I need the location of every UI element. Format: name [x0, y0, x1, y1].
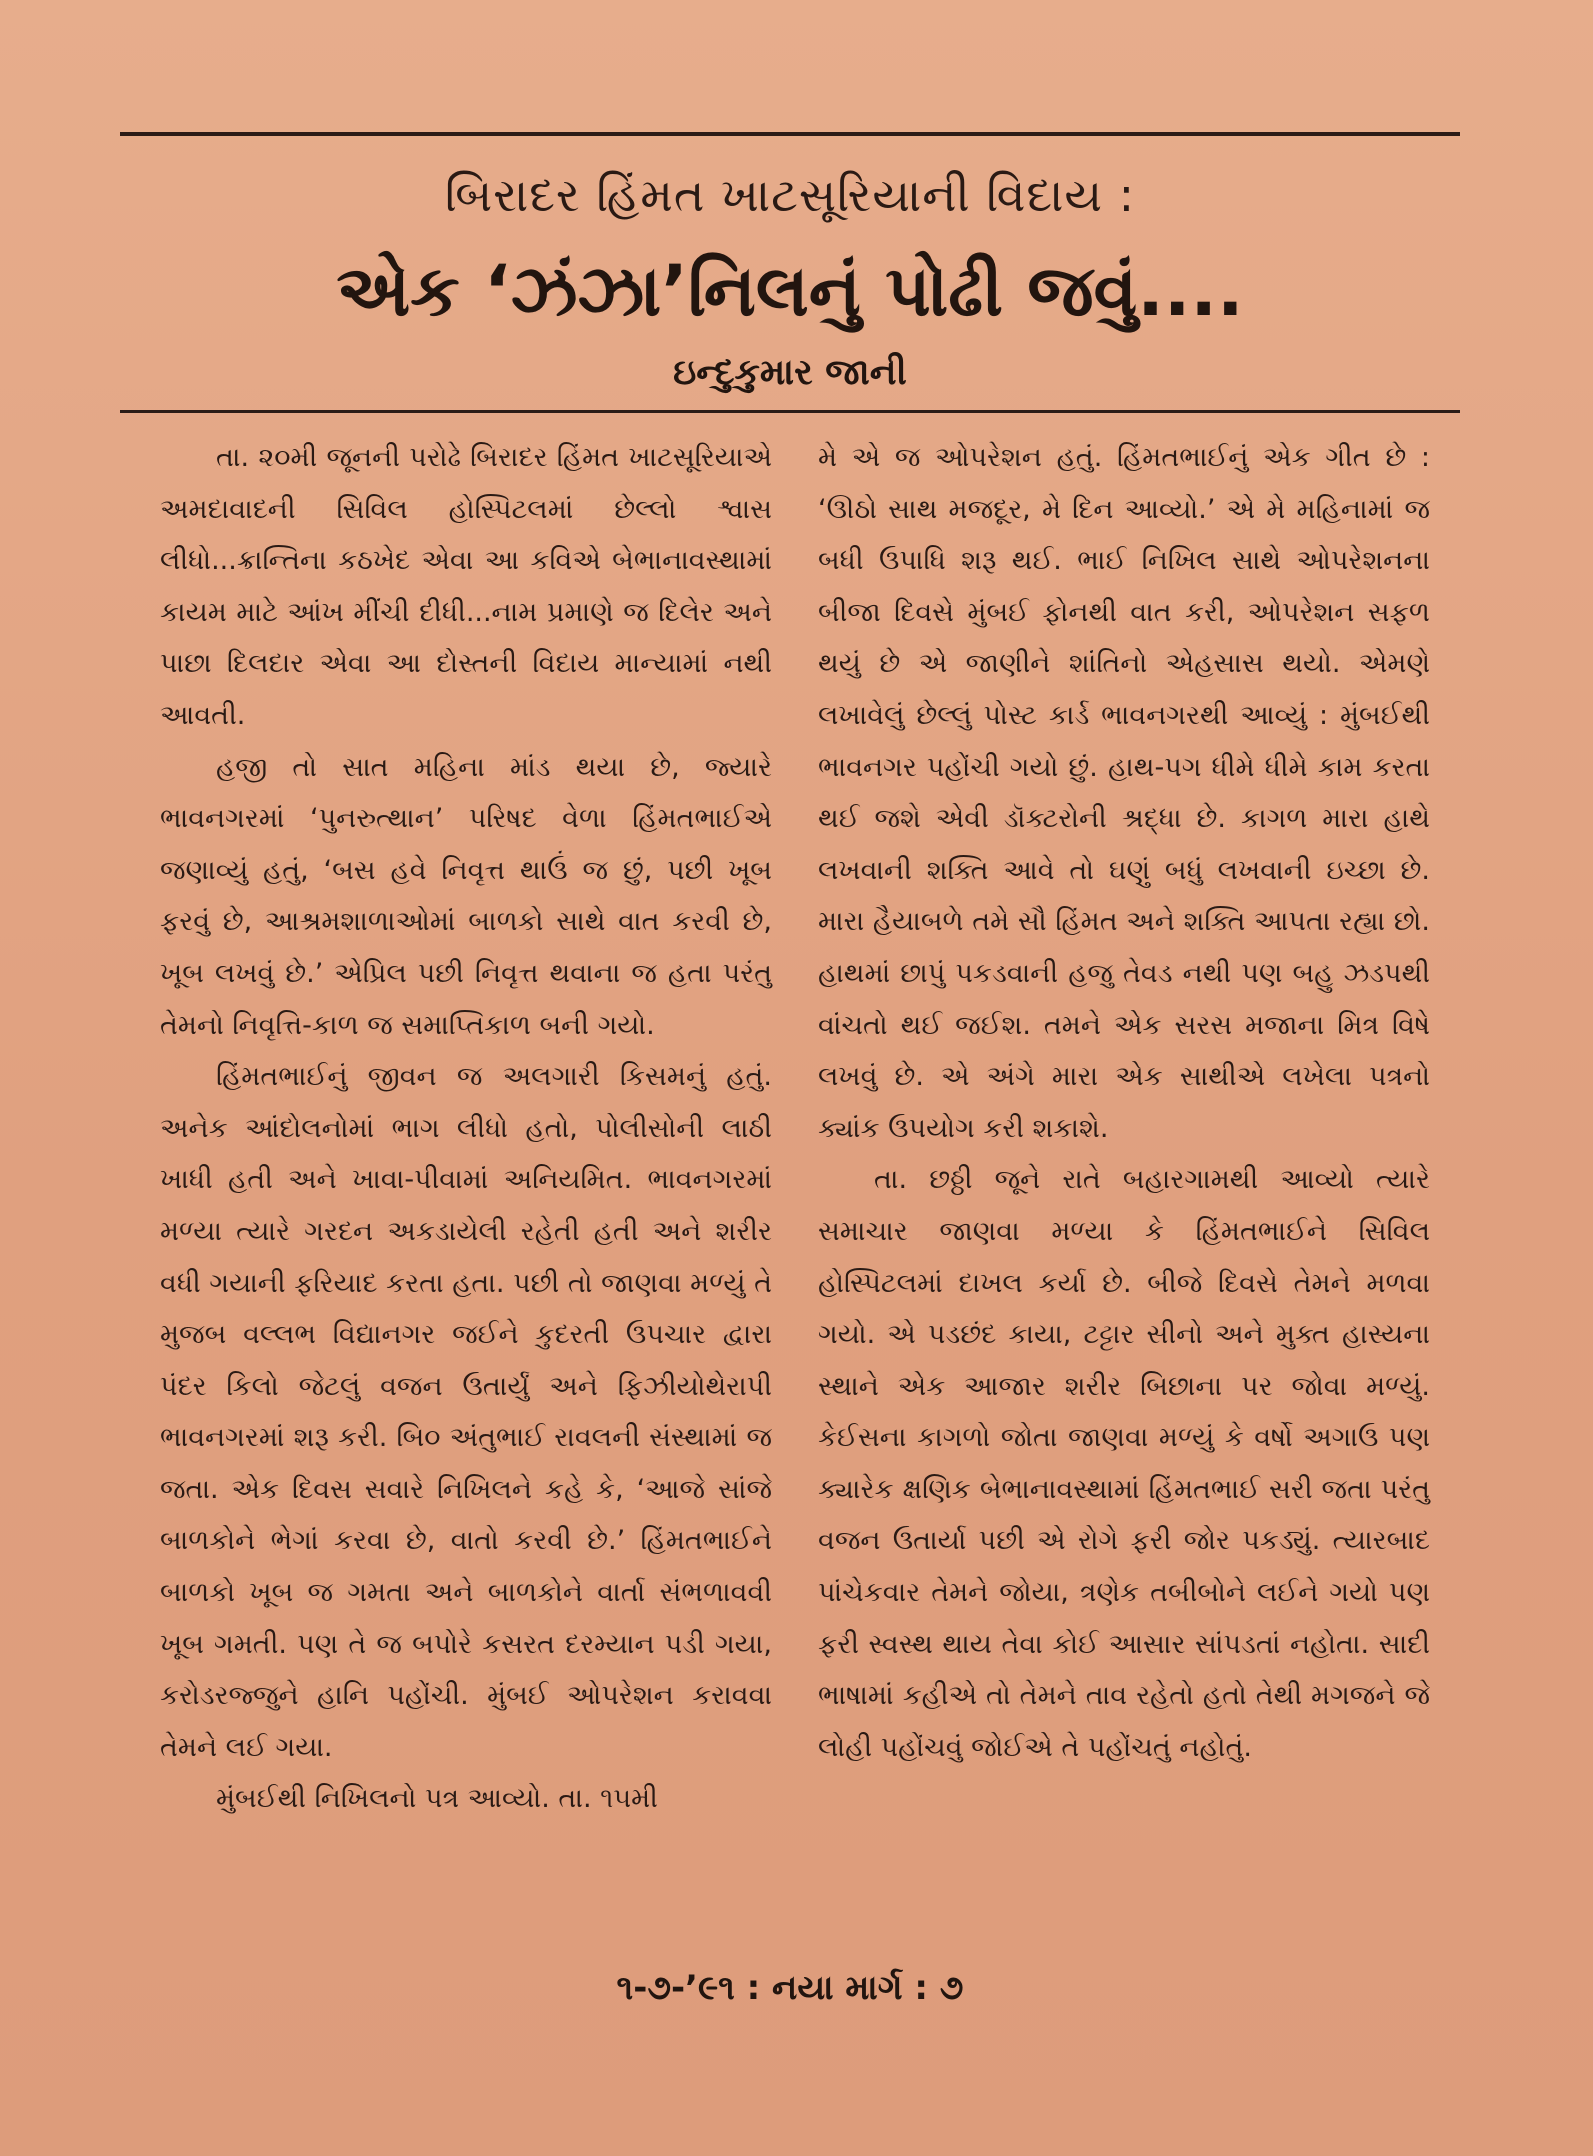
article-main-title: એક ‘ઝંઝા’નિલનું પોઢી જવું.... [336, 250, 1244, 332]
header-bottom-rule [120, 410, 1460, 413]
paragraph: હજી તો સાત મહિના માંડ થયા છે, જ્યારે ભાવનગરમાં ‘પુનરુત્થાન’ પરિષદ વેળા હિંમતભાઈએ જણાવ્યું હતું, ‘બસ હવે નિવૃત્ત થાઉં જ છું, પછી ખૂબ ફરવું છે, આશ્રમશાળાઓમાં બાળકો સાથે વાત કરવી છે, ખૂબ લખવું છે.’ એપ્રિલ પછી નિવૃત્ત થવાના જ હતા પરંતુ તેમનો નિવૃત્તિ-કાળ જ સમાપ્તિકાળ બની ગયો. [160, 751, 772, 1041]
page-footer: ૧-૭-’૯૧ : નયા માર્ગ : ૭ [616, 1968, 964, 2008]
paragraph: તા. છઠ્ઠી જૂને રાતે બહારગામથી આવ્યો ત્યારે સમાચાર જાણવા મળ્યા કે હિંમતભાઈને સિવિલ હોસ્પિટલમાં દાખલ કર્યા છે. બીજે દિવસે તેમને મળવા ગયો. એ પડછંદ કાયા, ટટ્ટાર સીનો અને મુક્ત હાસ્યના સ્થાને એક આજાર શરીર બિછાના પર જોવા મળ્યું. કેઈસના કાગળો જોતા જાણવા મળ્યું કે વર્ષો અગાઉ પણ ક્યારેક ક્ષણિક બેભાનાવસ્થામાં હિંમતભાઈ સરી જતા પરંતુ વજન ઉતાર્યા પછી એ રોગે ફરી જોર પકડ્યું. ત્યારબાદ પાંચેકવાર તેમને જોયા, ત્રણેક તબીબોને લઈને ગયો પણ ફરી સ્વસ્થ થાય તેવા કોઈ આસાર સાંપડતાં નહોતા. સાદી ભાષામાં કહીએ તો તેમને તાવ રહેતો હતો તેથી મગજને જે લોહી પહોંચવું જોઈએ તે પહોંચતું નહોતું. [818, 1164, 1430, 1763]
article-kicker-title: બિરાદર હિંમત ખાટસૂરિયાની વિદાય : [444, 168, 1136, 222]
header-top-rule [120, 132, 1460, 136]
paragraph: મુંબઈથી નિખિલનો પત્ર આવ્યો. તા. ૧૫મી [216, 1783, 658, 1815]
paragraph: મે એ જ ઓપરેશન હતું. હિંમતભાઈનું એક ગીત છે : ‘ઊઠો સાથ મજદૂર, મે દિન આવ્યો.’ એ મે મહિનામાં જ બધી ઉપાધિ શરૂ થઈ. ભાઈ નિખિલ સાથે ઓપરેશનના બીજા દિવસે મુંબઈ ફોનથી વાત કરી, ઓપરેશન સફળ થયું છે એ જાણીને શાંતિનો એહસાસ થયો. એમણે લખાવેલું છેલ્લું પોસ્ટ કાર્ડ ભાવનગરથી આવ્યું : મુંબઈથી ભાવનગર પહોંચી ગયો છું. હાથ-પગ ધીમે ધીમે કામ કરતા થઈ જશે એવી ડૉક્ટરોની શ્રદ્ધા છે. કાગળ મારા હાથે લખવાની શક્તિ આવે તો ઘણું બધું લખવાની ઇચ્છા છે. મારા હૈયાબળે તમે સૌ હિંમત અને શક્તિ આપતા રહ્યા છો. હાથમાં છાપું પકડવાની હજુ તેવડ નથી પણ બહુ ઝડપથી વાંચતો થઈ જઈશ. તમને એક સરસ મજાના મિત્ર વિષે લખવું છે. એ અંગે મારા એક સાથીએ લખેલા પત્રનો ક્યાંક ઉપયોગ કરી શકાશે. [818, 442, 1430, 1144]
article-column-left [160, 432, 772, 1825]
author-byline: ઇન્દુકુમાર જાની [673, 352, 907, 393]
paragraph: તા. ૨૦મી જૂનની પરોઢે બિરાદર હિંમત ખાટસૂરિયાએ અમદાવાદની સિવિલ હોસ્પિટલમાં છેલ્લો શ્વાસ લીધો...ક્રાન્તિના કઠખેદ એવા આ કવિએ બેભાનાવસ્થામાં કાયમ માટે આંખ મીંચી દીધી...નામ પ્રમાણે જ દિલેર અને પાછા દિલદાર એવા આ દોસ્તની વિદાય માન્યામાં નથી આવતી. [160, 442, 772, 731]
paragraph: હિંમતભાઈનું જીવન જ અલગારી કિસમનું હતું. અનેક આંદોલનોમાં ભાગ લીધો હતો, પોલીસોની લાઠી ખાધી હતી અને ખાવા-પીવામાં અનિયમિત. ભાવનગરમાં મળ્યા ત્યારે ગરદન અકડાયેલી રહેતી હતી અને શરીર વધી ગયાની ફરિયાદ કરતા હતા. પછી તો જાણવા મળ્યું તે મુજબ વલ્લભ વિદ્યાનગર જઈને કુદરતી ઉપચાર દ્વારા પંદર કિલો જેટલું વજન ઉતાર્યું અને ફિઝીયોથેરાપી ભાવનગરમાં શરૂ કરી. બિ૦ અંતુભાઈ રાવલની સંસ્થામાં જ જતા. એક દિવસ સવારે નિખિલને કહે કે, ‘આજે સાંજે બાળકોને ભેગાં કરવા છે, વાતો કરવી છે.’ હિંમતભાઈને બાળકો ખૂબ જ ગમતા અને બાળકોને વાર્તા સંભળાવવી ખૂબ ગમતી. પણ તે જ બપોરે કસરત દરમ્યાન પડી ગયા, કરોડરજ્જુને હાનિ પહોંચી. મુંબઈ ઓપરેશન કરાવવા તેમને લઈ ગયા. [160, 1061, 772, 1763]
article-column-right [818, 432, 1430, 1773]
